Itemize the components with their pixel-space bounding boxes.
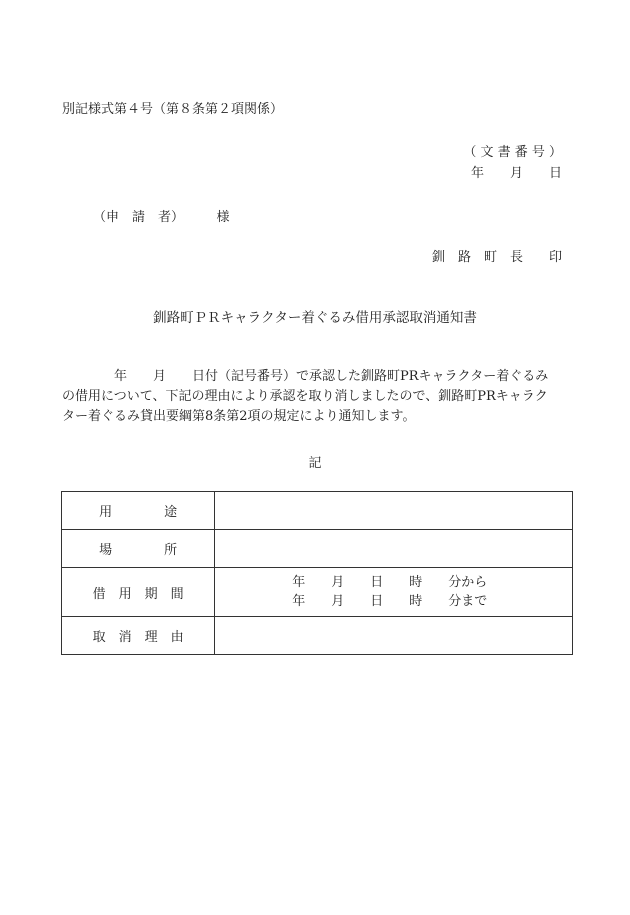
value-reason xyxy=(215,617,573,655)
table-row-reason xyxy=(62,617,573,655)
label-period: 借 用 期 間 xyxy=(62,568,215,617)
period-to: 年 月 日 時 分まで xyxy=(292,594,488,609)
period-from: 年 月 日 時 分から xyxy=(292,575,488,590)
table-row-period xyxy=(62,568,573,617)
body-line-2: の借用について、下記の理由により承認を取り消しましたので、釧路町PRキャラク xyxy=(62,389,548,404)
ki-heading: 記 xyxy=(308,456,322,471)
table-row-place xyxy=(62,530,573,568)
body-line-1: 年 月 日付（記号番号）で承認した釧路町PRキャラクター着ぐるみ xyxy=(62,369,549,384)
value-place xyxy=(215,530,573,568)
applicant-line: （申 請 者） 様 xyxy=(93,210,230,225)
issuer-line: 釧 路 町 長 印 xyxy=(431,250,562,265)
date-line: 年 月 日 xyxy=(470,166,562,181)
label-reason: 取 消 理 由 xyxy=(62,617,215,655)
document-title: 釧路町ＰＲキャラクター着ぐるみ借用承認取消通知書 xyxy=(153,310,477,326)
table-row-purpose xyxy=(62,492,573,530)
value-period xyxy=(215,568,573,617)
body-line-3: ター着ぐるみ貸出要綱第8条第2項の規定により通知します。 xyxy=(62,409,416,424)
details-table xyxy=(61,491,573,655)
label-purpose: 用 途 xyxy=(62,492,215,530)
value-purpose xyxy=(215,492,573,530)
body-paragraph xyxy=(62,367,572,427)
label-place: 場 所 xyxy=(62,530,215,568)
form-number: 別記様式第４号（第８条第２項関係） xyxy=(62,102,284,117)
document-number: （ 文 書 番 号 ） xyxy=(463,145,562,160)
